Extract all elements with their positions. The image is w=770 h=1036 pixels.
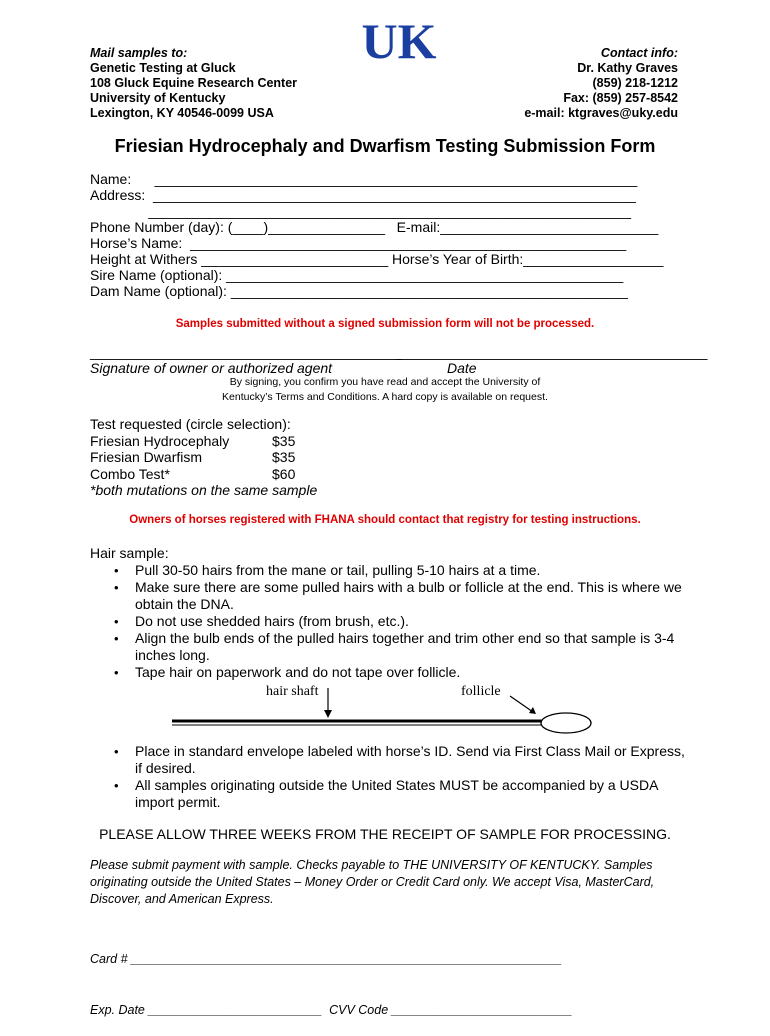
follicle-bulb <box>541 713 591 733</box>
signature-label: Signature of owner or authorized agent <box>90 360 333 376</box>
mail-line: Genetic Testing at Gluck <box>90 61 236 75</box>
mail-address-block <box>90 46 297 121</box>
test-name: Combo Test* <box>90 465 170 482</box>
contact-block <box>524 46 678 121</box>
hair-instructions <box>90 545 690 681</box>
uk-logo-icon <box>361 13 437 69</box>
tests-footnote: *both mutations on the same sample <box>90 482 318 498</box>
exp-cvv-field[interactable]: Exp. Date _________________________ CVV Code __________________________ <box>90 1003 573 1017</box>
hair-bullets <box>90 562 690 681</box>
form-title: Friesian Hydrocephaly and Dwarfism Testing Submission Form <box>114 136 656 156</box>
mail-line: Lexington, KY 40546-0099 USA <box>90 106 274 120</box>
address-field-2[interactable]: ______________________________________________________________ <box>90 203 632 219</box>
contact-line: Fax: (859) 257-8542 <box>563 91 678 105</box>
horse-name-field[interactable]: Horse’s Name: ________________________________________________________ <box>90 235 627 251</box>
list-item: • Make sure there are some pulled hairs with a bulb or follicle at the end. This is where we obtain the DNA. <box>90 579 690 613</box>
tests-section <box>90 416 317 499</box>
list-item: • Pull 30-50 hairs from the mane or tail, pulling 5-10 hairs at a time. <box>90 562 690 579</box>
contact-email: e-mail: ktgraves@uky.edu <box>524 106 678 120</box>
list-item: • All samples originating outside the United States MUST be accompanied by a USDA import permit. <box>90 777 690 811</box>
sire-field[interactable]: Sire Name (optional): ___________________________________________________ <box>90 267 624 283</box>
list-item: • Tape hair on paperwork and do not tape over follicle. <box>90 664 690 681</box>
card-number-field[interactable]: Card # ______________________________________________________________ <box>90 952 563 966</box>
mail-line: University of Kentucky <box>90 91 226 105</box>
logo-text: UK <box>361 13 437 69</box>
test-price: $35 <box>272 432 296 449</box>
list-item: • Align the bulb ends of the pulled hairs together and trim other end so that sample is 3-4 inches long. <box>90 630 690 664</box>
contact-line: Dr. Kathy Graves <box>577 61 678 75</box>
uk-logo <box>361 13 437 69</box>
test-option[interactable] <box>90 466 317 483</box>
hair-shaft-label: hair shaft <box>266 684 319 699</box>
processing-notice: PLEASE ALLOW THREE WEEKS FROM THE RECEIPT OF SAMPLE FOR PROCESSING. <box>99 826 671 842</box>
name-field[interactable]: Name: ______________________________________________________________ <box>90 171 638 187</box>
address-field[interactable]: Address: ______________________________________________________________ <box>90 187 636 203</box>
date-line[interactable]: ________________________________________ <box>396 344 708 360</box>
mail-heading: Mail samples to: <box>90 46 188 60</box>
list-item: • Place in standard envelope labeled with horse’s ID. Send via First Class Mail or Express, if desired. <box>90 743 690 777</box>
owner-fields <box>90 171 690 299</box>
payment-instructions: Please submit payment with sample. Checks payable to THE UNIVERSITY OF KENTUCKY. Samples originating outside the United States – Money Order or Credit Card only. We accept Visa, MasterCard, Discover, and American Express. <box>90 858 655 906</box>
follicle-arrow <box>510 696 533 712</box>
mailing-bullets <box>90 743 690 811</box>
dam-field[interactable]: Dam Name (optional): ___________________________________________________ <box>90 283 628 299</box>
shaft-arrowhead <box>324 710 332 718</box>
contact-line: (859) 218-1212 <box>592 76 678 90</box>
terms-note <box>170 375 600 405</box>
phone-email-field[interactable]: Phone Number (day): (____)_______________ E-mail:____________________________ <box>90 219 659 235</box>
height-birth-field[interactable]: Height at Withers ________________________ Horse’s Year of Birth:__________________ <box>90 251 664 267</box>
hair-diagram <box>160 686 600 736</box>
test-option[interactable] <box>90 449 317 466</box>
mailing-instructions <box>90 743 690 811</box>
test-name: Friesian Dwarfism <box>90 449 203 465</box>
date-label: Date <box>447 360 477 376</box>
mail-line: 108 Gluck Equine Research Center <box>90 76 298 90</box>
test-option[interactable] <box>90 433 317 450</box>
warning-unsigned: Samples submitted without a signed submission form will not be processed. <box>175 318 595 330</box>
list-item: • Do not use shedded hairs (from brush, etc.). <box>90 613 690 630</box>
test-price: $35 <box>272 449 296 465</box>
terms-note-line: Kentucky’s Terms and Conditions. A hard copy is available on request. <box>222 391 548 403</box>
contact-heading: Contact info: <box>600 46 678 60</box>
test-price: $60 <box>272 465 296 482</box>
test-name: Friesian Hydrocephaly <box>90 432 230 449</box>
hair-heading: Hair sample: <box>90 545 169 561</box>
terms-note-line: By signing, you confirm you have read and accept the University of <box>229 376 541 388</box>
signature-line[interactable]: ________________________________________ <box>90 344 402 360</box>
tests-heading: Test requested (circle selection): <box>90 416 291 432</box>
card-section <box>90 917 572 1036</box>
follicle-label: follicle <box>461 684 501 699</box>
warning-fhana: Owners of horses registered with FHANA should contact that registry for testing instructions. <box>129 514 641 526</box>
